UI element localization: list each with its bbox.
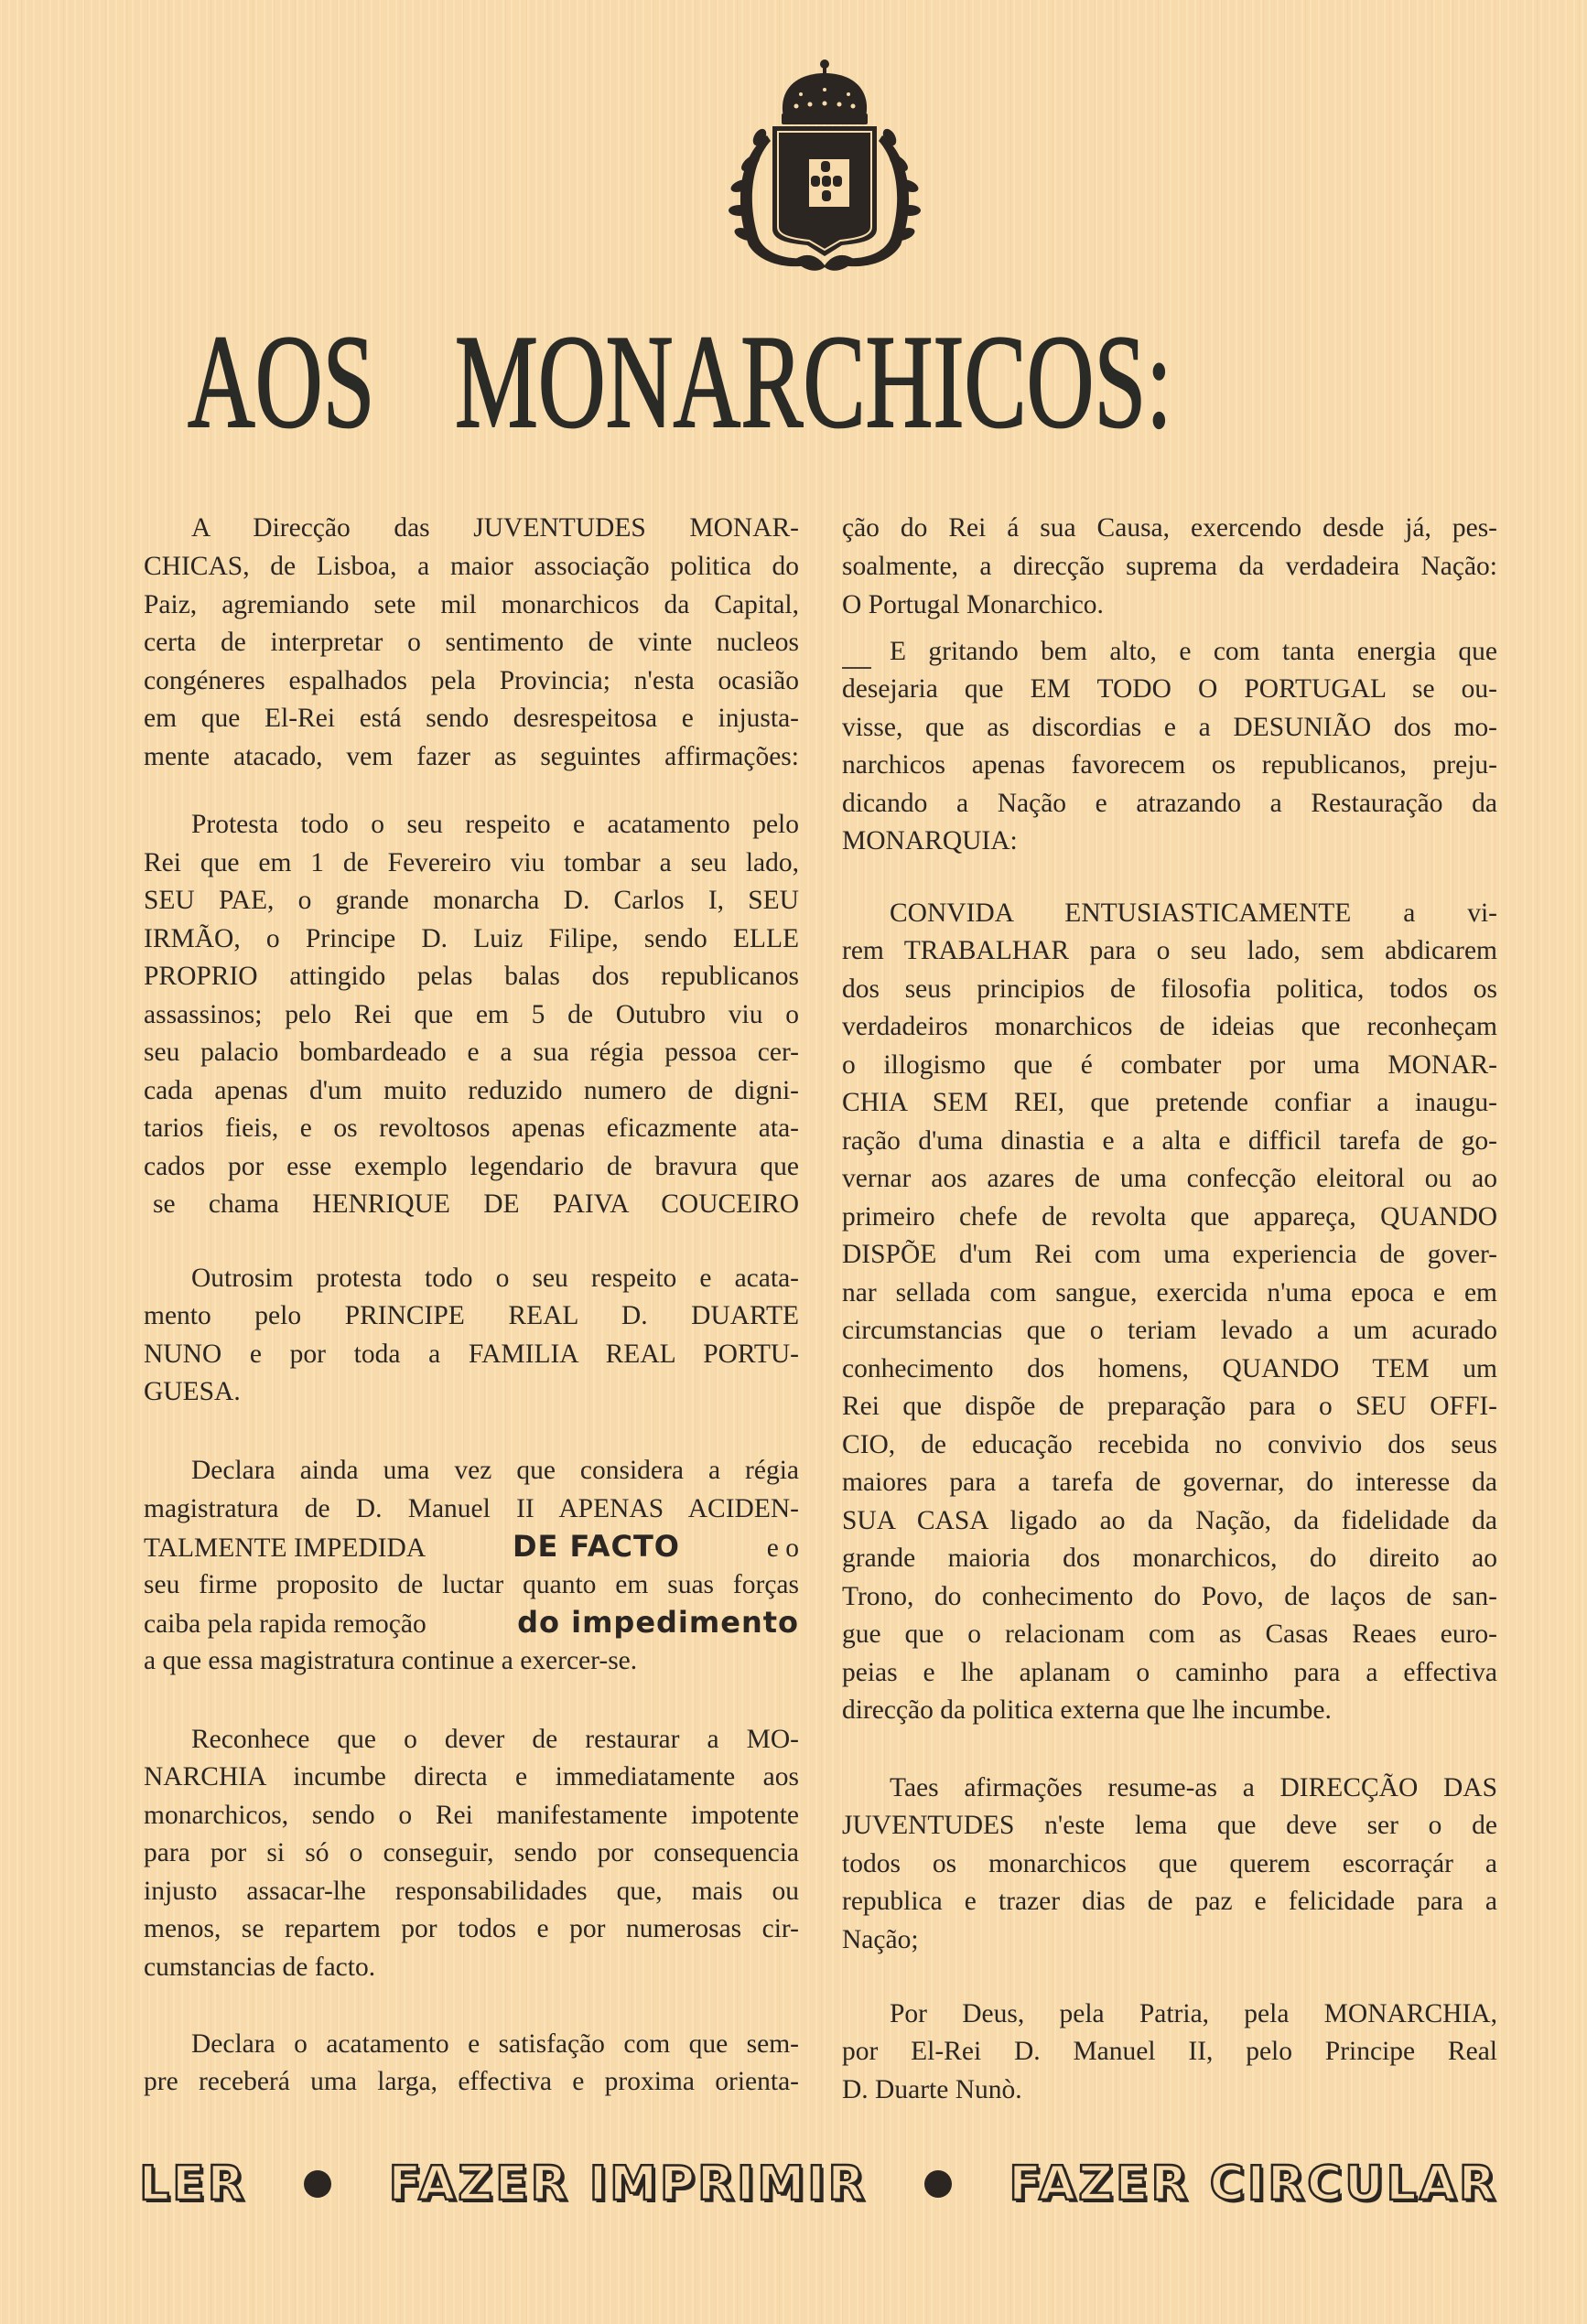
text-line: Paiz, agremiando sete mil monarchicos da Capital, <box>144 590 799 619</box>
text-line: Outrosim protesta todo o seu respeito e acata- <box>191 1264 799 1293</box>
text-line: maiores para a tarefa de governar, do interesse da <box>842 1468 1497 1497</box>
text-segment: e o <box>766 1533 799 1563</box>
text-line: SEU PAE, o grande monarcha D. Carlos I, SEU <box>144 886 799 915</box>
text-line: grande maioria dos monarchicos, do direito ao <box>842 1544 1497 1573</box>
text-line: PROPRIO attingido pelas balas dos republicanos <box>144 962 799 991</box>
text-line: assassinos; pelo Rei que em 5 de Outubro viu o <box>144 1000 799 1029</box>
text-line: A Direcção das JUVENTUDES MONAR- <box>191 513 799 543</box>
text-line: magistratura de D. Manuel II APENAS ACIDEN- <box>144 1494 799 1523</box>
text-line: republica e trazer dias de paz e felicidade para a <box>842 1887 1497 1916</box>
text-line: Declara o acatamento e satisfação com que sem- <box>191 2029 799 2059</box>
text-line: ção do Rei á sua Causa, exercendo desde já, pes- <box>842 513 1497 543</box>
text-line: IRMÃO, o Principe D. Luiz Filipe, sendo ELLE <box>144 924 799 953</box>
text-line: mente atacado, vem fazer as seguintes affirmações: <box>144 742 799 771</box>
text-line: Por Deus, pela Patria, pela MONARCHIA, <box>890 1999 1497 2028</box>
text-line-impedimento <box>144 1603 799 1641</box>
text-line: seu firme proposito de luctar quanto em suas forças <box>144 1570 799 1599</box>
bullet-dot-icon <box>304 2170 331 2198</box>
emphasis-do-impedimento: do impedimento <box>517 1605 799 1640</box>
text-segment: TALMENTE IMPEDIDA <box>144 1533 426 1563</box>
text-line: se chama HENRIQUE DE PAIVA COUCEIRO <box>153 1189 799 1219</box>
text-line: congéneres espalhados pela Provincia; n'esta ocasião <box>144 666 799 695</box>
text-line: nar sellada com sangue, exercida n'uma epoca e em <box>842 1278 1497 1307</box>
motto-fazer-circular: FAZER CIRCULAR <box>1009 2157 1498 2211</box>
text-line: MONARQUIA: <box>842 826 1018 855</box>
text-line: SUA CASA ligado ao da Nação, da fidelidade da <box>842 1506 1497 1535</box>
motto-fazer-imprimir: FAZER IMPRIMIR <box>388 2157 868 2211</box>
text-line: D. Duarte Nunò. <box>842 2075 1022 2104</box>
text-line: Protesta todo o seu respeito e acatamento pelo <box>191 810 799 839</box>
text-line: cumstancias de facto. <box>144 1953 376 1982</box>
bullet-dot-icon <box>924 2170 952 2198</box>
text-line-de-facto <box>144 1527 799 1565</box>
text-line: CIO, de educação recebida no convivio dos seus <box>842 1430 1497 1459</box>
text-line: verdadeiros monarchicos de ideias que reconheçam <box>842 1012 1497 1041</box>
text-line: certa de interpretar o sentimento de vinte nucleos <box>144 628 799 657</box>
text-line: rem TRABALHAR para o seu lado, sem abdicarem <box>842 936 1497 965</box>
text-line: CONVIDA ENTUSIASTICAMENTE a vi- <box>890 898 1497 928</box>
text-line: Rei que dispõe de preparação para o SEU OFFI- <box>842 1392 1497 1421</box>
title-word-aos: AOS <box>188 307 375 456</box>
text-line: Declara ainda uma vez que considera a régia <box>191 1456 799 1485</box>
text-line: desejaria que EM TODO O PORTUGAL se ou- <box>842 674 1497 704</box>
text-line: o illogismo que é combater por uma MONAR- <box>842 1050 1497 1080</box>
text-line: Rei que em 1 de Fevereiro viu tombar a seu lado, <box>144 848 799 877</box>
text-line: mento pelo PRINCIPE REAL D. DUARTE <box>144 1301 799 1330</box>
text-line: circumstancias que o teriam levado a um acurado <box>842 1316 1497 1345</box>
text-line: NARCHIA incumbe directa e immediatamente aos <box>144 1762 799 1791</box>
text-line: conhecimento dos homens, QUANDO TEM um <box>842 1354 1497 1383</box>
text-line: Reconhece que o dever de restaurar a MO- <box>191 1725 799 1754</box>
text-line: todos os monarchicos que querem escorraçár a <box>842 1849 1497 1878</box>
text-line: ração d'uma dinastia e a alta e difficil tarefa de go- <box>842 1126 1497 1156</box>
text-line: pre receberá uma larga, effectiva e proxima orienta- <box>144 2067 799 2096</box>
text-line: gue que o relacionam com as Casas Reaes euro- <box>842 1619 1497 1649</box>
poster-title <box>188 307 1469 456</box>
text-line: tarios fieis, e os revoltosos apenas eficazmente ata- <box>144 1114 799 1143</box>
text-line: cados por esse exemplo legendario de bravura que <box>144 1152 799 1181</box>
text-line: DISPÕE d'um Rei com uma experiencia de gover- <box>842 1240 1497 1269</box>
text-line: GUESA. <box>144 1377 241 1406</box>
text-line: Nação; <box>842 1925 919 1954</box>
text-line: CHICAS, de Lisboa, a maior associação politica do <box>144 552 799 581</box>
text-line: visse, que as discordias e a DESUNIÃO dos mo- <box>842 713 1497 742</box>
text-line: cada apenas d'um muito reduzido numero de digni- <box>144 1076 799 1105</box>
text-segment: caiba pela rapida remoção <box>144 1609 426 1639</box>
motto-ler: LER <box>139 2157 247 2211</box>
text-line: NUNO e por toda a FAMILIA REAL PORTU- <box>144 1340 799 1369</box>
text-line: JUVENTUDES n'este lema que deve ser o de <box>842 1811 1497 1840</box>
text-line: a que essa magistratura continue a exercer-se. <box>144 1646 638 1675</box>
text-line: Taes afirmações resume-as a DIRECÇÃO DAS <box>890 1773 1497 1802</box>
text-line: E gritando bem alto, e com tanta energia que <box>890 637 1497 666</box>
title-word-monarchicos: MONARCHICOS: <box>455 307 1172 456</box>
text-line: menos, se repartem por todos e por numerosas cir- <box>144 1914 799 1943</box>
footer-motto <box>139 2152 1498 2216</box>
text-line: O Portugal Monarchico. <box>842 590 1104 619</box>
text-line: para por si só o conseguir, sendo por consequencia <box>144 1838 799 1867</box>
text-line: soalmente, a direcção suprema da verdadeira Nação: <box>842 552 1497 581</box>
text-line: Trono, do conhecimento do Povo, de laços de san- <box>842 1582 1497 1611</box>
text-line: dicando a Nação e atrazando a Restauração da <box>842 789 1497 818</box>
text-line: direcção da politica externa que lhe incumbe. <box>842 1695 1332 1725</box>
emphasis-de-facto: DE FACTO <box>512 1529 680 1564</box>
text-line: primeiro chefe de revolta que appareça, QUANDO <box>842 1202 1497 1232</box>
text-line: peias e lhe aplanam o caminho para a effectiva <box>842 1658 1497 1687</box>
text-line: monarchicos, sendo o Rei manifestamente impotente <box>144 1801 799 1830</box>
text-line: injusto assacar-lhe responsabilidades que, mais ou <box>144 1877 799 1906</box>
text-line: CHIA SEM REI, que pretende confiar a inaugu- <box>842 1088 1497 1117</box>
text-line: por El-Rei D. Manuel II, pelo Principe Real <box>842 2037 1497 2066</box>
royal-coat-of-arms-icon <box>723 53 926 278</box>
text-line: dos seus principios de filosofia politica, todos os <box>842 974 1497 1004</box>
text-line: vernar aos azares de uma confecção eleitoral ou ao <box>842 1164 1497 1193</box>
text-line: narchicos apenas favorecem os republicanos, preju- <box>842 750 1497 780</box>
text-line: seu palacio bombardeado e a sua régia pessoa cer- <box>144 1038 799 1067</box>
text-line: em que El-Rei está sendo desrespeitosa e injusta- <box>144 704 799 733</box>
